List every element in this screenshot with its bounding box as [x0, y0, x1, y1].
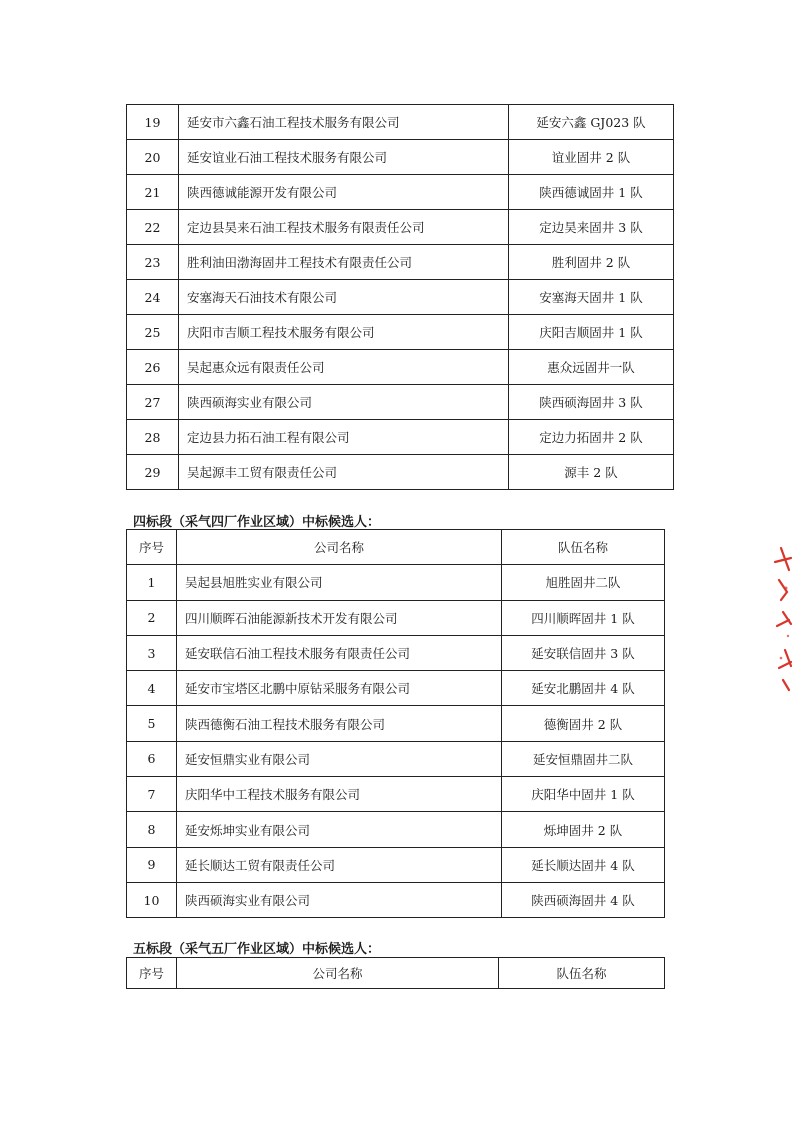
table-header-row — [127, 530, 665, 565]
company-name: 延安市宝塔区北鹏中原钻采服务有限公司 — [177, 671, 502, 706]
team-name: 胜利固井 2 队 — [509, 245, 674, 280]
table-row — [127, 175, 674, 210]
company-name: 陕西硕海实业有限公司 — [179, 385, 509, 420]
company-name: 定边县力拓石油工程有限公司 — [179, 420, 509, 455]
team-name: 陕西德诚固井 1 队 — [509, 175, 674, 210]
row-number: 1 — [127, 565, 177, 600]
table-header-row — [127, 958, 665, 989]
company-name: 延安烁坤实业有限公司 — [177, 812, 502, 847]
table-row — [127, 671, 665, 706]
team-name: 安塞海天固井 1 队 — [509, 280, 674, 315]
company-name: 延安市六鑫石油工程技术服务有限公司 — [179, 105, 509, 140]
red-seal-stamp-edge — [761, 540, 793, 700]
team-name: 源丰 2 队 — [509, 455, 674, 490]
header-number: 序号 — [127, 530, 177, 565]
row-number: 29 — [127, 455, 179, 490]
company-name: 四川顺晖石油能源新技术开发有限公司 — [177, 600, 502, 635]
team-name: 延安北鹏固井 4 队 — [502, 671, 665, 706]
row-number: 7 — [127, 777, 177, 812]
team-name: 延长顺达固井 4 队 — [502, 847, 665, 882]
company-name: 陕西德诚能源开发有限公司 — [179, 175, 509, 210]
table-row — [127, 600, 665, 635]
table-row — [127, 455, 674, 490]
team-name: 四川顺晖固井 1 队 — [502, 600, 665, 635]
table-row — [127, 706, 665, 741]
company-name: 陕西硕海实业有限公司 — [177, 882, 502, 917]
header-team: 队伍名称 — [499, 958, 665, 989]
row-number: 22 — [127, 210, 179, 245]
section5-title: 五标段（采气五厂作业区域）中标候选人： — [133, 942, 381, 957]
row-number: 10 — [127, 882, 177, 917]
row-number: 8 — [127, 812, 177, 847]
company-name: 定边县昊来石油工程技术服务有限责任公司 — [179, 210, 509, 245]
team-name: 陕西硕海固井 3 队 — [509, 385, 674, 420]
company-name: 延安联信石油工程技术服务有限责任公司 — [177, 635, 502, 670]
row-number: 6 — [127, 741, 177, 776]
header-company: 公司名称 — [177, 530, 502, 565]
company-name: 庆阳华中工程技术服务有限公司 — [177, 777, 502, 812]
row-number: 3 — [127, 635, 177, 670]
table-row — [127, 741, 665, 776]
section4-table — [126, 529, 665, 918]
table-row — [127, 882, 665, 917]
row-number: 9 — [127, 847, 177, 882]
row-number: 23 — [127, 245, 179, 280]
row-number: 5 — [127, 706, 177, 741]
table-row — [127, 565, 665, 600]
row-number: 27 — [127, 385, 179, 420]
row-number: 21 — [127, 175, 179, 210]
row-number: 28 — [127, 420, 179, 455]
team-name: 烁坤固井 2 队 — [502, 812, 665, 847]
team-name: 德衡固井 2 队 — [502, 706, 665, 741]
team-name: 延安联信固井 3 队 — [502, 635, 665, 670]
team-name: 庆阳吉顺固井 1 队 — [509, 315, 674, 350]
table-row — [127, 210, 674, 245]
section3-table — [126, 104, 674, 490]
company-name: 吴起源丰工贸有限责任公司 — [179, 455, 509, 490]
team-name: 定边力拓固井 2 队 — [509, 420, 674, 455]
row-number: 24 — [127, 280, 179, 315]
section3-table-body — [127, 105, 674, 490]
table-row — [127, 420, 674, 455]
section4-title: 四标段（采气四厂作业区域）中标候选人： — [133, 515, 381, 530]
table-row — [127, 350, 674, 385]
company-name: 吴起县旭胜实业有限公司 — [177, 565, 502, 600]
row-number: 20 — [127, 140, 179, 175]
header-team: 队伍名称 — [502, 530, 665, 565]
team-name: 谊业固井 2 队 — [509, 140, 674, 175]
section5-table-header — [127, 958, 665, 989]
company-name: 延长顺达工贸有限责任公司 — [177, 847, 502, 882]
company-name: 安塞海天石油技术有限公司 — [179, 280, 509, 315]
section4-table-header — [127, 530, 665, 565]
row-number: 19 — [127, 105, 179, 140]
table-row — [127, 847, 665, 882]
table-row — [127, 635, 665, 670]
row-number: 2 — [127, 600, 177, 635]
team-name: 陕西硕海固井 4 队 — [502, 882, 665, 917]
table-row — [127, 245, 674, 280]
team-name: 庆阳华中固井 1 队 — [502, 777, 665, 812]
header-company: 公司名称 — [177, 958, 499, 989]
table-row — [127, 140, 674, 175]
row-number: 4 — [127, 671, 177, 706]
table-row — [127, 105, 674, 140]
team-name: 定边昊来固井 3 队 — [509, 210, 674, 245]
table-row — [127, 777, 665, 812]
team-name: 延安六鑫 GJ023 队 — [509, 105, 674, 140]
row-number: 25 — [127, 315, 179, 350]
company-name: 陕西德衡石油工程技术服务有限公司 — [177, 706, 502, 741]
company-name: 延安谊业石油工程技术服务有限公司 — [179, 140, 509, 175]
table-row — [127, 315, 674, 350]
team-name: 惠众远固井一队 — [509, 350, 674, 385]
section4-table-body — [127, 565, 665, 918]
table-row — [127, 385, 674, 420]
team-name: 旭胜固井二队 — [502, 565, 665, 600]
table-row — [127, 280, 674, 315]
team-name: 延安恒鼎固井二队 — [502, 741, 665, 776]
company-name: 延安恒鼎实业有限公司 — [177, 741, 502, 776]
company-name: 胜利油田渤海固井工程技术有限责任公司 — [179, 245, 509, 280]
row-number: 26 — [127, 350, 179, 385]
table-row — [127, 812, 665, 847]
section5-table — [126, 957, 665, 989]
company-name: 吴起惠众远有限责任公司 — [179, 350, 509, 385]
header-number: 序号 — [127, 958, 177, 989]
company-name: 庆阳市吉顺工程技术服务有限公司 — [179, 315, 509, 350]
